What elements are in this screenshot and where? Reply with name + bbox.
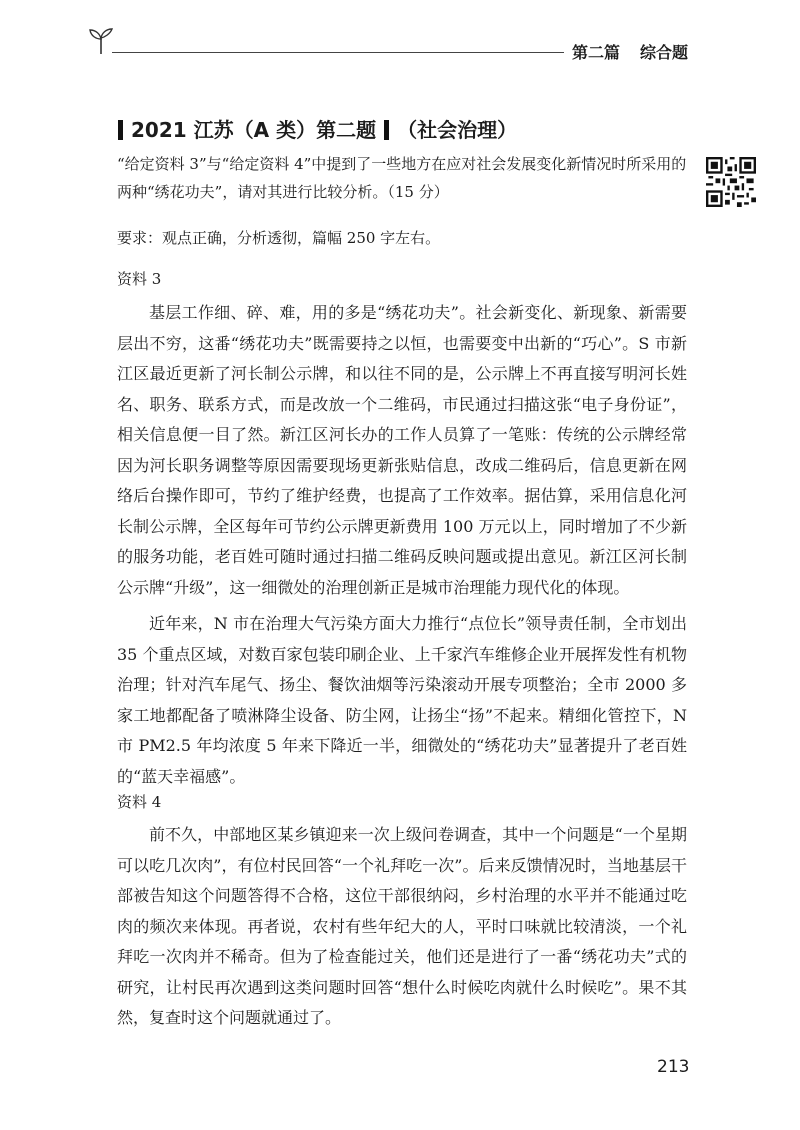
question-requirements: 要求：观点正确，分析透彻，篇幅 250 字左右。 (117, 229, 441, 247)
header-rule (112, 52, 564, 53)
question-title (118, 114, 517, 143)
material-4-paragraph-1: 前不久，中部地区某乡镇迎来一次上级问卷调查，其中一个问题是“一个星期可以吃几次肉”，有位村民回答“一个礼拜吃一次”。后来反馈情况时，当地基层干部被告知这个问题答得不合格，这位干部很纳闷，乡村治理的水平并不能通过吃肉的频次来体现。再者说，农村有些年纪大的人，平时口味就比较清淡，一个礼拜吃一次肉并不稀奇。但为了检查能过关，他们还是进行了一番“绣花功夫”式的研究，让村民再次遇到这类问题时回答“想什么时候吃肉就什么时候吃”。果不其然，复查时这个问题就通过了。 (117, 825, 687, 1027)
material-3-paragraph-1: 基层工作细、碎、难，用的多是“绣花功夫”。社会新变化、新现象、新需要层出不穷，这番“绣花功夫”既需要持之以恒，也需要变中出新的“巧心”。S 市新江区最近更新了河长制公示牌，和以往不同的是，公示牌上不再直接写明河长姓名、职务、联系方式，而是改放一个二维码，市民通过扫描这张“电子身份证”，相关信息便一目了然。新江区河长办的工作人员算了一笔账：传统的公示牌经常因为河长职务调整等原因需要现场更新张贴信息，改成二维码后，信息更新在网络后台操作即可，节约了维护经费，也提高了工作效率。据估算，采用信息化河长制公示牌，全区每年可节约公示牌更新费用 100 万元以上，同时增加了不少新的服务功能，老百姓可随时通过扫描二维码反映问题或提出意见。新江区河长制公示牌“升级”，这一细微处的治理创新正是城市治理能力现代化的体现。 (117, 303, 687, 597)
qr-code-icon (706, 157, 756, 207)
page-number: 213 (657, 1057, 690, 1077)
page-header (0, 0, 800, 80)
title-main: 2021 江苏（A 类）第二题 (131, 118, 377, 142)
question-prompt: “给定资料 3”与“给定资料 4”中提到了一些地方在应对社会发展变化新情况时所采用的两种“绣花功夫”，请对其进行比较分析。（15 分） (117, 155, 687, 201)
header-section: 第二篇 (572, 43, 621, 62)
title-topic: （社会治理） (397, 118, 518, 142)
title-bar-right (384, 120, 389, 140)
material-3-paragraph-2: 近年来，N 市在治理大气污染方面大力推行“点位长”领导责任制，全市划出 35 个重点区域，对数百家包装印刷企业、上千家汽车维修企业开展挥发性有机物治理；针对汽车尾气、扬尘、餐饮油烟等污染滚动开展专项整治；全市 2000 多家工地都配备了喷淋降尘设备、防尘网，让扬尘“扬”不起来。精细化管控下，N 市 PM2.5 年均浓度 5 年来下降近一半，细微处的“绣花功夫”显著提升了老百姓的“蓝天幸福感”。 (117, 614, 687, 786)
material-3-label: 资料 3 (117, 270, 162, 288)
material-4-label: 资料 4 (117, 793, 162, 811)
title-bar-left (118, 120, 123, 140)
header-chapter: 综合题 (640, 43, 689, 62)
